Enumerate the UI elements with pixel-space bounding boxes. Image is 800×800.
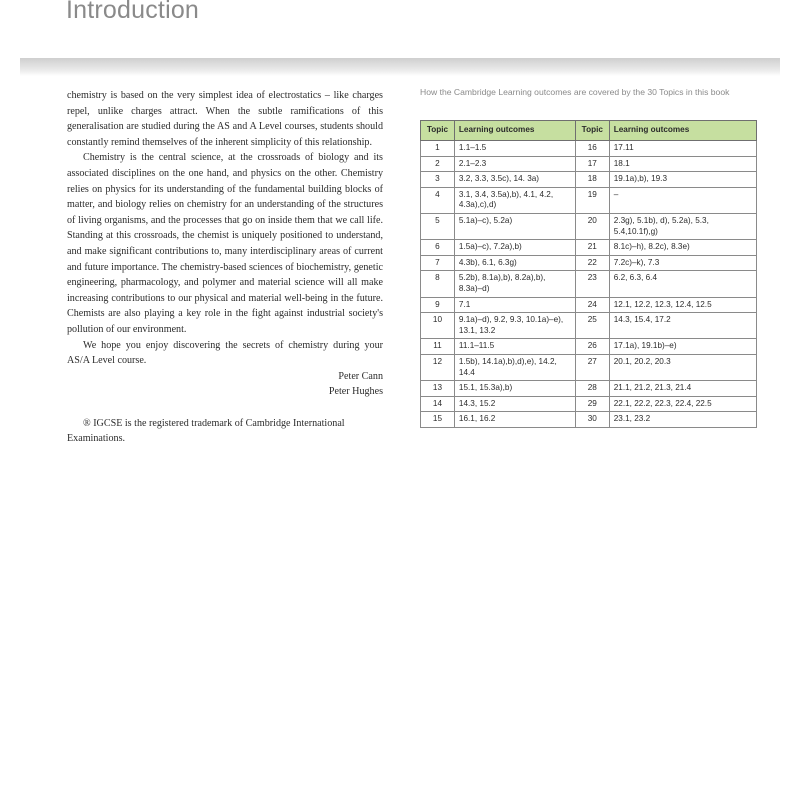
topic-cell: 2 (421, 156, 455, 172)
topic-cell: 29 (575, 396, 609, 412)
paragraph-2: Chemistry is the central science, at the crossroads of biology and its associated disciplines on the one hand, and physics on the other. Chemistry relies on physics for its understanding of the fundamental building blocks of matter, and biology relies on chemistry for an understanding of the structures of living organisms, and the processes that go on inside them that we call life. Standing at this crossroads, the chemist is uniquely positioned to understand, and make significant contributions to, many interdisciplinary areas of current and future importance. The chemistry-based sciences of biochemistry, genetic engineering, pharmacology, and polymer and material science will all make increasing contributions to our physical and material well-being in the future. Chemists are also playing a key role in the fight against industrial society's pollution of our environment. (67, 152, 383, 335)
topic-cell: 26 (575, 339, 609, 355)
learning-outcomes-cell: 5.1a)–c), 5.2a) (454, 213, 575, 239)
table-body (421, 141, 757, 428)
learning-outcomes-cell: 7.1 (454, 297, 575, 313)
trademark-note: ® IGCSE is the registered trademark of Cambridge International Examinations. (67, 417, 345, 445)
learning-outcomes-cell: 14.3, 15.4, 17.2 (609, 313, 756, 339)
topic-cell: 30 (575, 412, 609, 428)
topic-cell: 20 (575, 213, 609, 239)
learning-outcomes-cell: 9.1a)–d), 9.2, 9.3, 10.1a)–e), 13.1, 13.2 (454, 313, 575, 339)
learning-outcomes-cell: 3.2, 3.3, 3.5c), 14. 3a) (454, 172, 575, 188)
topic-cell: 28 (575, 381, 609, 397)
paragraph-3: We hope you enjoy discovering the secrets of chemistry during your AS/A Level course. (67, 339, 383, 367)
learning-outcomes-cell: 5.2b), 8.1a),b), 8.2a),b), 8.3a)–d) (454, 271, 575, 297)
learning-outcomes-cell: 12.1, 12.2, 12.3, 12.4, 12.5 (609, 297, 756, 313)
table-row (421, 412, 757, 428)
table-row (421, 240, 757, 256)
header-topic: Topic (421, 121, 455, 141)
topic-cell: 11 (421, 339, 455, 355)
topic-cell: 27 (575, 354, 609, 380)
topic-cell: 8 (421, 271, 455, 297)
topic-cell: 4 (421, 187, 455, 213)
learning-outcomes-cell: 1.5a)–c), 7.2a),b) (454, 240, 575, 256)
topic-cell: 10 (421, 313, 455, 339)
intro-text-column (67, 88, 383, 447)
topic-cell: 21 (575, 240, 609, 256)
topic-cell: 5 (421, 213, 455, 239)
learning-outcomes-cell: 17.1a), 19.1b)–e) (609, 339, 756, 355)
author-2: Peter Hughes (328, 386, 383, 398)
table-row (421, 141, 757, 157)
header-topic: Topic (575, 121, 609, 141)
table-row (421, 255, 757, 271)
learning-outcomes-cell: 2.3g), 5.1b), d), 5.2a), 5.3, 5.4,10.1f),g) (609, 213, 756, 239)
topic-cell: 25 (575, 313, 609, 339)
learning-outcomes-cell: 4.3b), 6.1, 6.3g) (454, 255, 575, 271)
header-band (20, 58, 780, 76)
table-row (421, 381, 757, 397)
learning-outcomes-cell: – (609, 187, 756, 213)
table-row (421, 354, 757, 380)
learning-outcomes-cell: 16.1, 16.2 (454, 412, 575, 428)
table-row (421, 339, 757, 355)
topic-cell: 7 (421, 255, 455, 271)
table-row (421, 187, 757, 213)
learning-outcomes-cell: 14.3, 15.2 (454, 396, 575, 412)
table-header-row (421, 121, 757, 141)
learning-outcomes-cell: 18.1 (609, 156, 756, 172)
learning-outcomes-cell: 3.1, 3.4, 3.5a),b), 4.1, 4.2, 4.3a),c),d) (454, 187, 575, 213)
learning-outcomes-cell: 21.1, 21.2, 21.3, 21.4 (609, 381, 756, 397)
learning-outcomes-table (420, 120, 757, 428)
header-learning-outcomes: Learning outcomes (609, 121, 756, 141)
topic-cell: 22 (575, 255, 609, 271)
topic-cell: 1 (421, 141, 455, 157)
table-caption: How the Cambridge Learning outcomes are covered by the 30 Topics in this book (420, 87, 730, 97)
topic-cell: 12 (421, 354, 455, 380)
table-row (421, 172, 757, 188)
learning-outcomes-cell: 8.1c)–h), 8.2c), 8.3e) (609, 240, 756, 256)
topic-cell: 24 (575, 297, 609, 313)
topic-cell: 14 (421, 396, 455, 412)
topic-cell: 16 (575, 141, 609, 157)
topic-cell: 6 (421, 240, 455, 256)
learning-outcomes-cell: 15.1, 15.3a),b) (454, 381, 575, 397)
table-row (421, 271, 757, 297)
learning-outcomes-cell: 19.1a),b), 19.3 (609, 172, 756, 188)
topic-cell: 9 (421, 297, 455, 313)
topic-cell: 19 (575, 187, 609, 213)
learning-outcomes-cell: 23.1, 23.2 (609, 412, 756, 428)
table-row (421, 396, 757, 412)
topic-cell: 15 (421, 412, 455, 428)
header-learning-outcomes: Learning outcomes (454, 121, 575, 141)
table-row (421, 313, 757, 339)
learning-outcomes-cell: 1.1–1.5 (454, 141, 575, 157)
topic-cell: 17 (575, 156, 609, 172)
topic-cell: 18 (575, 172, 609, 188)
paragraph-1: chemistry is based on the very simplest idea of electrostatics – like charges repel, unlike charges attract. When the subtle ramifications of this generalisation are studied during the AS and A Level courses, students should constantly remind themselves of the inherent simplicity of this relationship. (67, 90, 383, 148)
learning-outcomes-cell: 20.1, 20.2, 20.3 (609, 354, 756, 380)
learning-outcomes-cell: 11.1–11.5 (454, 339, 575, 355)
author-1: Peter Cann (338, 370, 383, 382)
table-row (421, 156, 757, 172)
learning-outcomes-cell: 2.1–2.3 (454, 156, 575, 172)
table-row (421, 213, 757, 239)
learning-outcomes-cell: 6.2, 6.3, 6.4 (609, 271, 756, 297)
topic-cell: 3 (421, 172, 455, 188)
learning-outcomes-cell: 22.1, 22.2, 22.3, 22.4, 22.5 (609, 396, 756, 412)
topic-cell: 23 (575, 271, 609, 297)
learning-outcomes-cell: 7.2c)–k), 7.3 (609, 255, 756, 271)
learning-outcomes-cell: 1.5b), 14.1a),b),d),e), 14.2, 14.4 (454, 354, 575, 380)
topic-cell: 13 (421, 381, 455, 397)
table-row (421, 297, 757, 313)
page-title: Introduction (66, 0, 200, 24)
learning-outcomes-cell: 17.11 (609, 141, 756, 157)
